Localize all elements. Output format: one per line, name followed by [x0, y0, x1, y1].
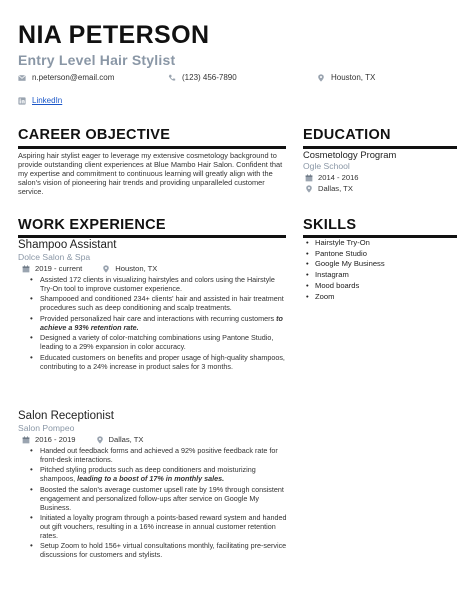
calendar-icon [22, 436, 30, 444]
objective-text: Aspiring hair stylist eager to leverage my extensive cosmetology background to provide outstanding client experiences at Blue Mambo Hair Salon. Confident that my expertise and commitment to continuous learning will greatly align with the salon's vision of pioneering hair trends and providing unparalleled customer service. [18, 151, 283, 197]
list-item: • Designed a variety of color-matching combinations using Pantone Studio, leading to a 29% expansion in color accuracy. [40, 334, 288, 352]
location-text: Houston, TX [331, 73, 376, 82]
location-contact [317, 73, 375, 82]
list-item: • Educated customers on benefits and proper usage of high-quality shampoos, contributing to a 24% increase in product sales for 3 months. [40, 354, 288, 372]
list-item: • Shampooed and conditioned 234+ clients' hair and assisted in hair treatment procedures such as deep conditioning and scalp treatments. [40, 295, 288, 313]
education-school: Ogle School [303, 161, 350, 171]
candidate-name: NIA PETERSON [18, 21, 210, 49]
education-entry [303, 149, 463, 193]
list-item: • Initiated a loyalty program through a points-based reward system and handed out gift vouchers, resulting in a 16% increase in annual customer retention rates. [40, 514, 288, 541]
job-location: Dallas, TX [108, 435, 144, 444]
job-dates: 2016 - 2019 [35, 435, 76, 444]
email-text: n.peterson@email.com [32, 73, 115, 82]
job-company: Dolce Salon & Spa [18, 252, 91, 262]
skills-list [303, 238, 474, 302]
map-pin-icon [96, 436, 104, 444]
job-location: Houston, TX [115, 264, 158, 273]
education-location: Dallas, TX [318, 184, 353, 193]
list-item: • Pantone Studio [315, 249, 474, 260]
list-item: • Hairstyle Try-On [315, 238, 474, 249]
map-pin-icon [305, 185, 313, 193]
list-item: • Assisted 172 clients in visualizing hairstyles and colors using the Hairstyle Try-On tool to improve customer experience. [40, 276, 288, 294]
job-dates: 2019 - current [35, 264, 83, 273]
job-company: Salon Pompeo [18, 423, 75, 433]
education-program: Cosmetology Program [303, 149, 397, 160]
experience-divider [18, 235, 286, 238]
list-item: • Instagram [315, 270, 474, 281]
map-pin-icon [317, 74, 325, 82]
list-item: • Mood boards [315, 281, 474, 292]
education-heading: EDUCATION [303, 127, 391, 143]
skills-heading: SKILLS [303, 217, 357, 233]
linkedin-icon [18, 97, 26, 105]
phone-text: (123) 456-7890 [182, 73, 237, 82]
education-dates: 2014 - 2016 [318, 173, 359, 182]
job-entry [18, 410, 288, 562]
job-meta [18, 264, 288, 273]
linkedin-contact[interactable] [18, 96, 62, 105]
job-bullets [18, 447, 288, 560]
list-item: • Handed out feedback forms and achieved a 92% positive feedback rate for front-desk interactions. [40, 447, 288, 465]
map-pin-icon [102, 265, 110, 273]
list-item: • Zoom [315, 292, 474, 303]
list-item: • Setup Zoom to hold 156+ virtual consultations monthly, facilitating pre-service discussions for customers and stylists. [40, 542, 288, 560]
job-meta [18, 435, 288, 444]
list-item: • Provided personalized hair care and interactions with recurring customers to achieve a 93% retention rate. [40, 315, 288, 333]
linkedin-link[interactable]: LinkedIn [32, 96, 63, 105]
job-bullets [18, 276, 288, 371]
calendar-icon [305, 174, 313, 182]
list-item: • Pitched styling products such as deep conditioners and moisturizing shampoos, leading to a boost of 17% in monthly sales. [40, 466, 288, 484]
calendar-icon [22, 265, 30, 273]
job-role: Shampoo Assistant [18, 239, 117, 251]
experience-heading: WORK EXPERIENCE [18, 217, 166, 233]
job-subtitle: Entry Level Hair Stylist [18, 52, 176, 68]
objective-divider [18, 146, 286, 149]
envelope-icon [18, 74, 26, 82]
education-location-row [303, 184, 463, 193]
job-entry [18, 239, 288, 373]
email-contact [18, 73, 114, 82]
list-item: • Boosted the salon's average customer upsell rate by 19% through consistent engagement and personalized follow-ups after service on Google My Business. [40, 486, 288, 513]
education-dates-row [303, 173, 463, 182]
objective-heading: CAREER OBJECTIVE [18, 127, 171, 143]
job-role: Salon Receptionist [18, 410, 114, 422]
phone-contact [168, 73, 237, 82]
phone-icon [168, 74, 176, 82]
list-item: • Google My Business [315, 259, 474, 270]
